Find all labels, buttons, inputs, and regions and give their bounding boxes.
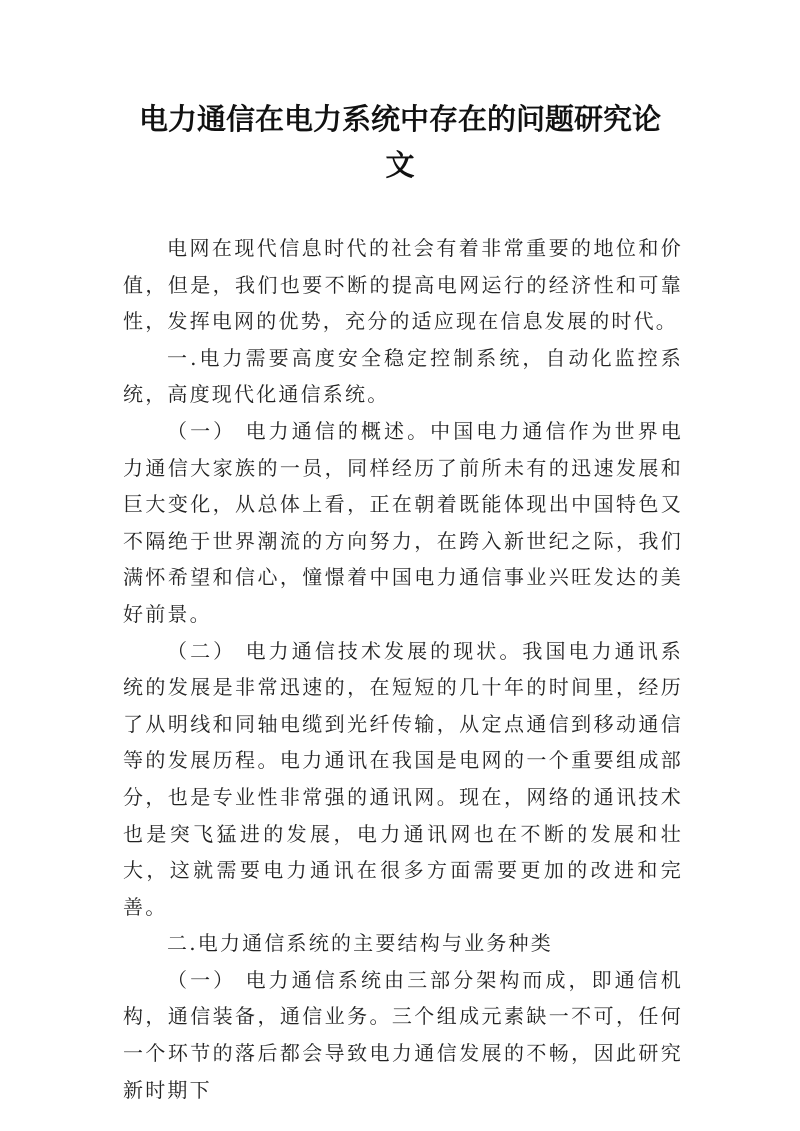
intro-paragraph: 电网在现代信息时代的社会有着非常重要的地位和价值，但是，我们也要不断的提高电网运行的经济性和可靠性，发挥电网的优势，充分的适应现在信息发展的时代。 <box>123 236 683 334</box>
structure-paragraph: （一） 电力通信系统由三部分架构而成，即通信机构，通信装备，通信业务。三个组成元素缺一不可，任何一个环节的落后都会导致电力通信发展的不畅，因此研究新时期下 <box>123 967 683 1102</box>
document-body <box>123 230 683 1108</box>
title-line-1: 电力通信在电力系统中存在的问题研究论 <box>138 102 661 136</box>
section-one-heading: 一.电力需要高度安全稳定控制系统，自动化监控系统，高度现代化通信系统。 <box>123 345 683 407</box>
document-title <box>110 96 690 188</box>
section-two-heading: 二.电力通信系统的主要结构与业务种类 <box>167 931 553 956</box>
title-line-2: 文 <box>385 148 415 182</box>
overview-paragraph: （一） 电力通信的概述。中国电力通信作为世界电力通信大家族的一员，同样经历了前所未有的迅速发展和巨大变化，从总体上看，正在朝着既能体现出中国特色又不隔绝于世界潮流的方向努力，在跨入新世纪之际，我们满怀希望和信心，憧憬着中国电力通信事业兴旺发达的美好前景。 <box>123 418 683 626</box>
status-paragraph: （二） 电力通信技术发展的现状。我国电力通讯系统的发展是非常迅速的，在短短的几十年的时间里，经历了从明线和同轴电缆到光纤传输，从定点通信到移动通信等的发展历程。电力通讯在我国是电网的一个重要组成部分，也是专业性非常强的通讯网。现在，网络的通讯技术也是突飞猛进的发展，电力通讯网也在不断的发展和壮大，这就需要电力通讯在很多方面需要更加的改进和完善。 <box>123 638 683 919</box>
